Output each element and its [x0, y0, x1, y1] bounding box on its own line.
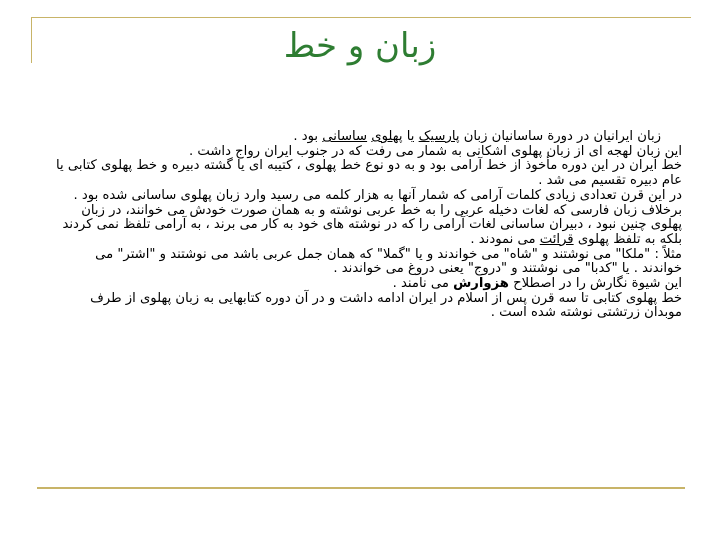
paragraph-1: [54, 130, 682, 145]
p5-text-a: برخلاف زبان فارسی که لغات دخیله عربی را به خط عربی نوشته و به همان صورت خودش می خوانند، در زبان پهلوی چنین نبود ، دبیران ساسانی لغات آرامی را که در نوشته های خود به کار می برند ، به آرامی تلفظ نمی کردند بلکه به تلفظ پهلوی: [62, 202, 682, 247]
term-pahlavi: پهلوی: [371, 129, 403, 144]
p1-text-g: بود .: [293, 129, 323, 144]
p1-text-c: یا: [402, 129, 419, 144]
term-gharaat: قرائت: [539, 231, 574, 247]
paragraph-3: خط ایران در این دوره مأخوذ از خط آرامی بود و به دو نوع خط پهلوی ، کتیبه ای یا گشته دبیره و خط پهلوی کتابی یا عام دبیره تقسیم می شد .: [55, 158, 682, 189]
paragraph-5: [54, 204, 682, 248]
bottom-rule: [37, 487, 685, 489]
p7-text-c: می نامند .: [392, 276, 454, 292]
paragraph-6: مثلاً : "ملکا" می نوشتند و "شاه" می خواندند و یا "گملا" که همان جمل عربی باشد می نوشتند و "اشتر" می خواندند . یا "کدبا" می نوشتند و "دروج" یعنی دروغ می خواندند .: [95, 246, 682, 277]
term-sasani: ساسانی: [322, 129, 368, 144]
paragraph-2: این زبان لهجه ای از زبان پهلوی اشکانی به شمار می رفت که در جنوب ایران رواج داشت .: [189, 143, 682, 159]
paragraph-8: خط پهلوی کتابی تا سه قرن پس از اسلام در ایران ادامه داشت و در آن دوره کتابهایی به زبان پهلوی از طرف موبدان زرتشتی نوشته شده است .: [90, 290, 682, 321]
slide-body: [54, 130, 682, 321]
title-left-rule: [31, 17, 32, 63]
paragraph-7: [54, 277, 682, 292]
title-top-rule: [31, 17, 691, 18]
p5-text-c: می نمودند .: [470, 231, 540, 247]
term-parsik: پارسیک: [418, 129, 460, 144]
p1-text-a: زبان ایرانیان در دورة ساسانیان زبان: [459, 129, 662, 144]
term-hozvaresh: هزوارش: [453, 276, 509, 292]
paragraph-4: در این قرن تعدادی زیادی کلمات آرامی که شمار آنها به هزار کلمه می رسید وارد زبان پهلوی ساسانی شده بود .: [73, 187, 682, 203]
slide-title: زبان و خط: [283, 26, 437, 66]
p7-text-a: این شیوة نگارش را در اصطلاح: [508, 276, 682, 292]
